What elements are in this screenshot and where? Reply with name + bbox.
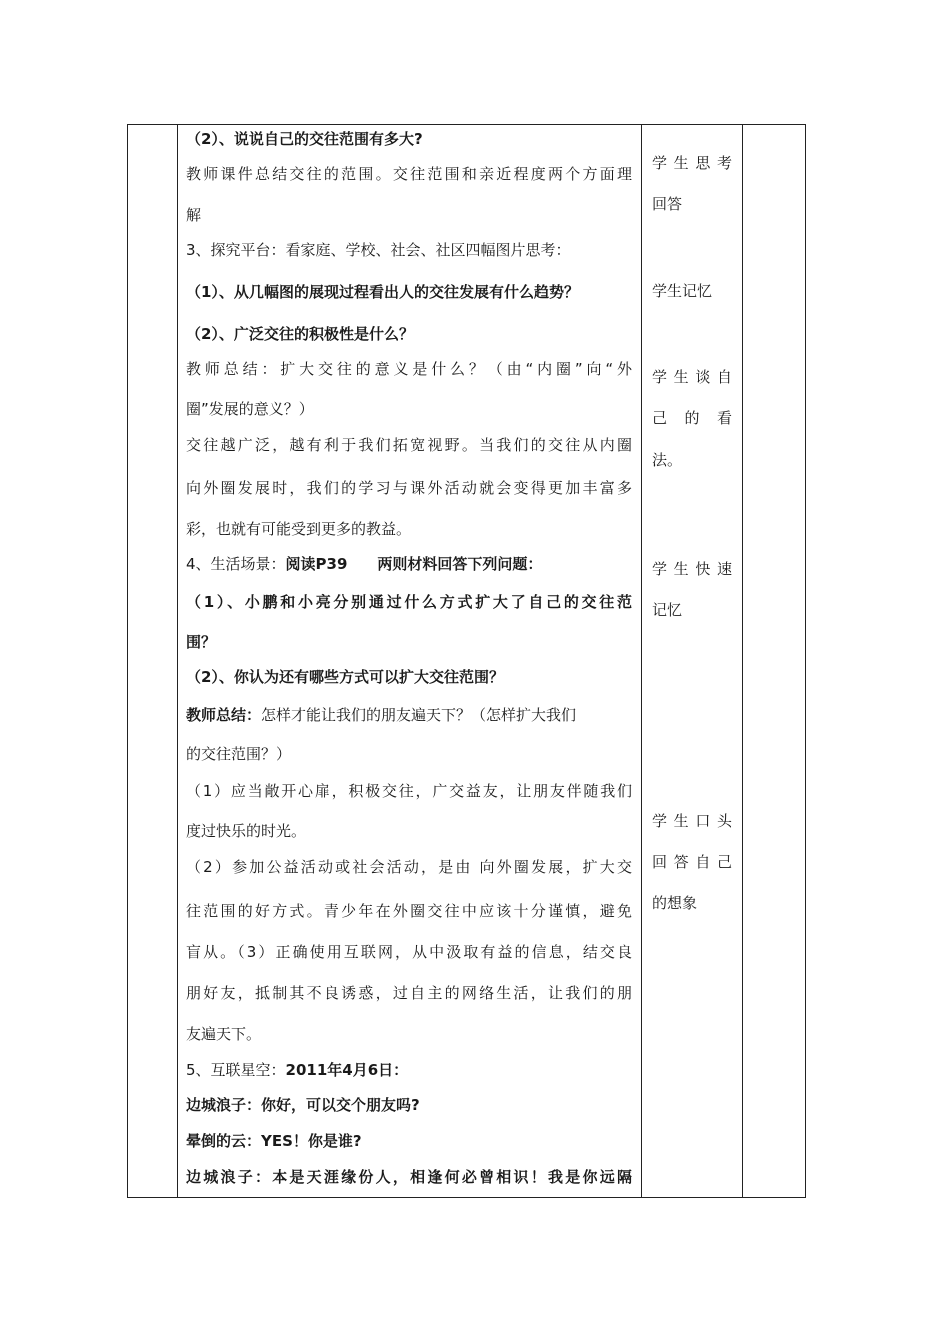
activity-note: 的想象 — [652, 894, 698, 912]
content-line: 边城浪子：你好，可以交个朋友吗? — [186, 1096, 420, 1114]
content-line: 3、探究平台：看家庭、学校、社会、社区四幅图片思考： — [186, 241, 571, 259]
content-line — [186, 1060, 408, 1080]
activity-note: 法。 — [652, 451, 683, 469]
activity-note: 记忆 — [652, 601, 683, 619]
content-line: 友遍天下。 — [186, 1025, 262, 1043]
content-line — [186, 705, 576, 725]
content-line: 教师总结：扩大交往的意义是什么？（由“内圈”向“外 — [186, 360, 632, 378]
activity-note: 己的看 — [652, 409, 732, 427]
content-line: 朋好友，抵制其不良诱惑，过自主的网络生活，让我们的朋 — [186, 984, 632, 1002]
section-heading: 5、互联星空： — [186, 1061, 286, 1079]
activity-note: 学生快速 — [652, 560, 732, 578]
content-line: 的交往范围？） — [186, 745, 292, 763]
content-line: 晕倒的云：YES！你是谁? — [186, 1132, 362, 1150]
activity-note: 学生思考 — [652, 154, 732, 172]
content-line: 往范围的好方式。青少年在外圈交往中应该十分谨慎，避免 — [186, 902, 632, 920]
content-line: （2）、广泛交往的积极性是什么？ — [186, 325, 414, 343]
column-divider — [742, 125, 743, 1197]
content-line: （2）参加公益活动或社会活动，是由 向外圈发展，扩大交 — [186, 858, 632, 876]
content-line: 向外圈发展时，我们的学习与课外活动就会变得更加丰富多 — [186, 479, 632, 497]
lesson-table — [127, 124, 806, 1198]
content-line: 交往越广泛，越有利于我们拓宽视野。当我们的交往从内圈 — [186, 436, 632, 454]
content-line: 彩，也就有可能受到更多的教益。 — [186, 520, 412, 538]
activity-note: 学生记忆 — [652, 282, 713, 300]
activity-note: 学生谈自 — [652, 368, 732, 386]
summary-text: 怎样才能让我们的朋友遍天下？（怎样扩大我们 — [261, 706, 577, 724]
content-line: （2）、说说自己的交往范围有多大? — [186, 130, 423, 148]
content-line: 教师课件总结交往的范围。交往范围和亲近程度两个方面理 — [186, 165, 632, 183]
section-date: 2011年4月6日： — [285, 1061, 409, 1079]
activity-note: 回答自己 — [652, 853, 732, 871]
section-instruction: 阅读P39 两则材料回答下列问题： — [285, 555, 543, 573]
content-line: 盲从。（3）正确使用互联网，从中汲取有益的信息，结交良 — [186, 943, 632, 961]
activity-note: 回答 — [652, 195, 683, 213]
content-line: （1）、从几幅图的展现过程看出人的交往发展有什么趋势？ — [186, 283, 579, 301]
section-heading: 4、生活场景： — [186, 555, 286, 573]
activity-note: 学生口头 — [652, 812, 732, 830]
content-line: 边城浪子：本是天涯缘份人，相逢何必曾相识！我是你远隔 — [186, 1168, 632, 1186]
content-line: 圈”发展的意义？） — [186, 400, 314, 418]
summary-label: 教师总结： — [186, 706, 262, 724]
column-divider — [641, 125, 642, 1197]
content-line: （1）、小鹏和小亮分别通过什么方式扩大了自己的交往范 — [186, 593, 632, 611]
column-divider — [177, 125, 178, 1197]
content-line: 度过快乐的时光。 — [186, 822, 307, 840]
content-line: （2）、你认为还有哪些方式可以扩大交往范围？ — [186, 668, 504, 686]
content-line: （1）应当敞开心扉，积极交往，广交益友，让朋友伴随我们 — [186, 782, 632, 800]
content-line: 解 — [186, 206, 202, 224]
content-line — [186, 554, 542, 574]
content-line: 围？ — [186, 633, 217, 651]
